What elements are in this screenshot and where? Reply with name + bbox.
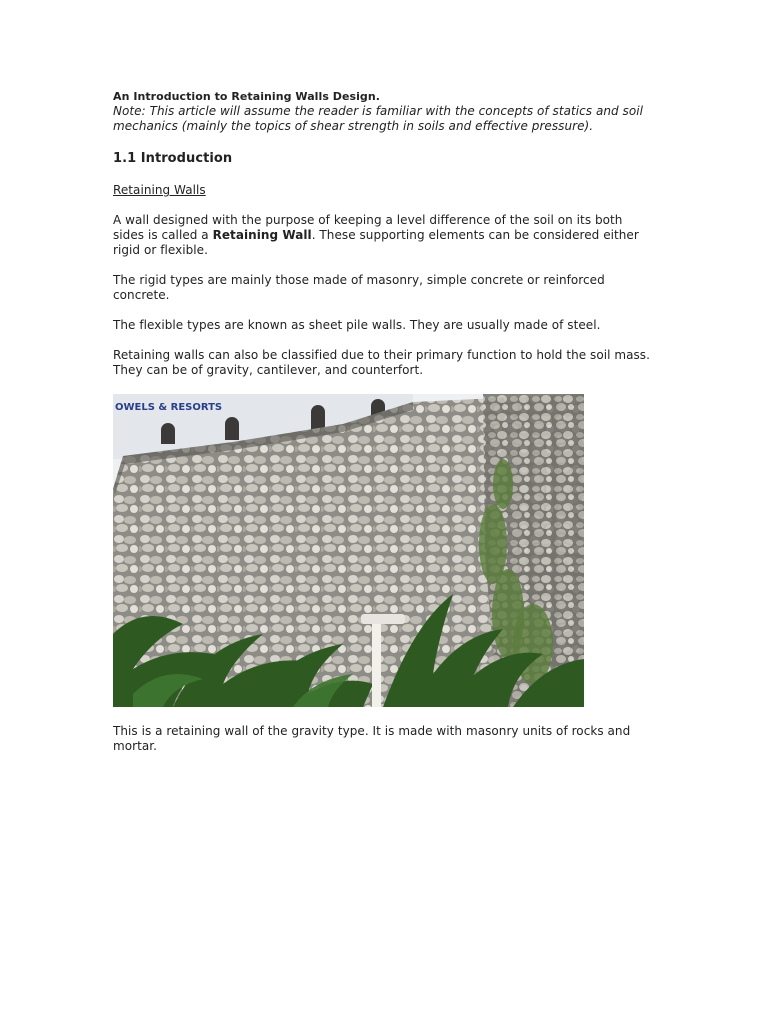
section-heading: 1.1 Introduction xyxy=(113,151,233,166)
paragraph-definition xyxy=(113,213,653,258)
author-note: Note: This article will assume the reader is familiar with the concepts of statics and soil mechanics (mainly the topics of shear strength in soils and effective pressure). xyxy=(113,104,644,133)
lamp-post xyxy=(372,619,381,707)
paragraph-classification: Retaining walls can also be classified due to their primary function to hold the soil mass. They can be of gravity, cantilever, and counterfort. xyxy=(113,348,650,377)
building-sign-text: OWELS & RESORTS xyxy=(115,402,223,413)
paragraph-definition-end: . These supporting elements can be considered either rigid or flexible. xyxy=(113,228,639,257)
paragraph-definition-start: A wall designed with the purpose of keeping a level difference of the soil on its both sides is called a xyxy=(113,213,623,242)
lamp-head xyxy=(361,614,405,624)
paragraph-rigid-types: The rigid types are mainly those made of masonry, simple concrete or reinforced concrete. xyxy=(113,273,605,302)
document-body xyxy=(113,90,653,378)
retaining-wall-photo xyxy=(113,394,584,707)
document-title: An Introduction to Retaining Walls Design. xyxy=(113,90,380,103)
photo-caption: This is a retaining wall of the gravity type. It is made with masonry units of rocks and mortar. xyxy=(113,724,631,753)
retaining-wall-term: Retaining Wall xyxy=(212,228,312,242)
paragraph-flexible-types: The flexible types are known as sheet pile walls. They are usually made of steel. xyxy=(113,318,601,332)
subheading: Retaining Walls xyxy=(113,183,206,197)
